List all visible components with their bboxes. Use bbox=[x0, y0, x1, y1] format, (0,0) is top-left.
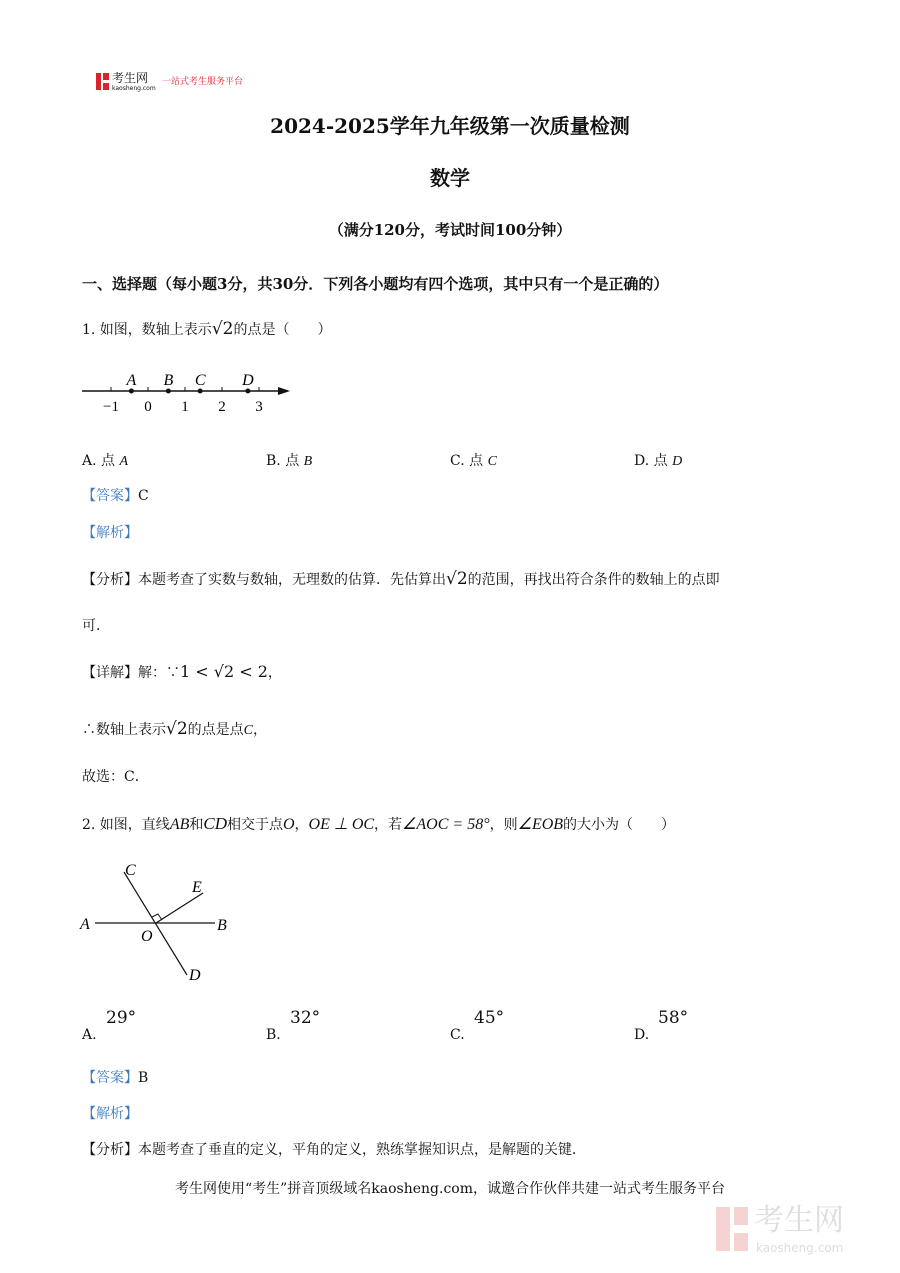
point-a bbox=[129, 389, 134, 394]
answer-value: C bbox=[138, 488, 149, 504]
tick-label: −1 bbox=[103, 399, 119, 415]
label-b: B bbox=[217, 917, 227, 934]
point-d bbox=[245, 389, 250, 394]
q1-fenxi: 【分析】本题考查了实数与数轴，无理数的估算．先估算出√2的范围，再找出符合条件的数轴上的点即 bbox=[82, 569, 720, 589]
logo-slogan: 一站式考生服务平台 bbox=[162, 77, 244, 87]
q1-fenxi-cont: 可． bbox=[82, 618, 110, 634]
label-e: E bbox=[192, 879, 202, 896]
q2-option-d-value[interactable]: 58° bbox=[658, 1008, 689, 1028]
q2-option-d-key[interactable]: D. bbox=[634, 1027, 650, 1043]
sqrt2-math: √2 bbox=[211, 319, 234, 339]
watermark-text: 考生网 bbox=[754, 1203, 844, 1238]
q2-stem: 2. 如图，直线AB和CD相交于点O，OE ⊥ OC，若∠AOC = 58°，则∠EOB的大小为（ ） bbox=[82, 814, 676, 833]
q1-detail: 【详解】解：∵1 < √2 < 2， bbox=[82, 662, 282, 681]
point-label: D bbox=[242, 372, 254, 389]
page-footer: 考生网使用“考生”拼音顶级域名kaosheng.com，诚邀合作伙伴共建一站式考生服务平台 bbox=[174, 1181, 726, 1197]
q1-option-a[interactable]: A. 点 A bbox=[82, 453, 129, 469]
q1-stem bbox=[82, 320, 331, 339]
q2-option-c-value[interactable]: 45° bbox=[474, 1008, 505, 1028]
point-label: C bbox=[194, 372, 206, 389]
q1-option-b[interactable]: B. 点 B bbox=[266, 453, 313, 469]
q1-choose: 故选：C． bbox=[82, 769, 149, 785]
q2-option-b-value[interactable]: 32° bbox=[290, 1008, 321, 1028]
point-label: A bbox=[126, 372, 137, 389]
q1-analysis-label: 【解析】 bbox=[82, 525, 138, 541]
q2-answer: 【答案】B bbox=[82, 1070, 149, 1086]
exam-info: （满分120分，考试时间100分钟） bbox=[328, 221, 572, 239]
q2-option-a-key[interactable]: A. bbox=[82, 1027, 97, 1043]
number-line-figure bbox=[70, 362, 310, 422]
section-heading: 一、选择题（每小题3分，共30分．下列各小题均有四个选项，其中只有一个是正确的） bbox=[82, 275, 669, 293]
q2-option-c-key[interactable]: C. bbox=[450, 1027, 465, 1043]
answer-label: 【答案】 bbox=[82, 488, 138, 504]
q1-stem-text-end: 的点是（ ） bbox=[233, 322, 332, 338]
q1-option-d[interactable]: D. 点 D bbox=[634, 453, 683, 469]
site-logo[interactable] bbox=[96, 72, 266, 94]
logo-domain: kaosheng.com bbox=[112, 85, 156, 92]
q2-analysis-label: 【解析】 bbox=[82, 1106, 138, 1122]
ray-oe bbox=[156, 893, 203, 923]
angle-figure bbox=[70, 850, 250, 990]
q2-option-a-value[interactable]: 29° bbox=[106, 1008, 137, 1028]
point-c bbox=[198, 389, 203, 394]
logo-text: 考生网 bbox=[112, 71, 149, 85]
page-title: 2024-2025学年九年级第一次质量检测 bbox=[270, 114, 630, 138]
label-o: O bbox=[141, 928, 153, 945]
q1-stem-text: 1. 如图，数轴上表示 bbox=[82, 322, 212, 338]
tick-label: 1 bbox=[181, 399, 189, 415]
watermark-logo bbox=[716, 1205, 886, 1257]
label-c: C bbox=[125, 862, 136, 879]
q2-option-b-key[interactable]: B. bbox=[266, 1027, 281, 1043]
q1-answer bbox=[82, 487, 149, 505]
arrow-icon bbox=[278, 387, 290, 395]
q2-fenxi: 【分析】本题考查了垂直的定义，平角的定义，熟练掌握知识点，是解题的关键． bbox=[82, 1142, 586, 1158]
subject-title: 数学 bbox=[430, 166, 470, 190]
point-b bbox=[166, 389, 171, 394]
point-label: B bbox=[163, 372, 174, 389]
tick-label: 3 bbox=[255, 399, 263, 415]
q1-option-c[interactable]: C. 点 C bbox=[450, 453, 497, 469]
label-d: D bbox=[189, 967, 201, 984]
q1-therefore: ∴数轴上表示√2的点是点C， bbox=[82, 719, 267, 739]
tick-label: 0 bbox=[144, 399, 152, 415]
watermark-domain: kaosheng.com bbox=[756, 1241, 844, 1255]
label-a: A bbox=[80, 916, 90, 933]
tick-label: 2 bbox=[218, 399, 226, 415]
